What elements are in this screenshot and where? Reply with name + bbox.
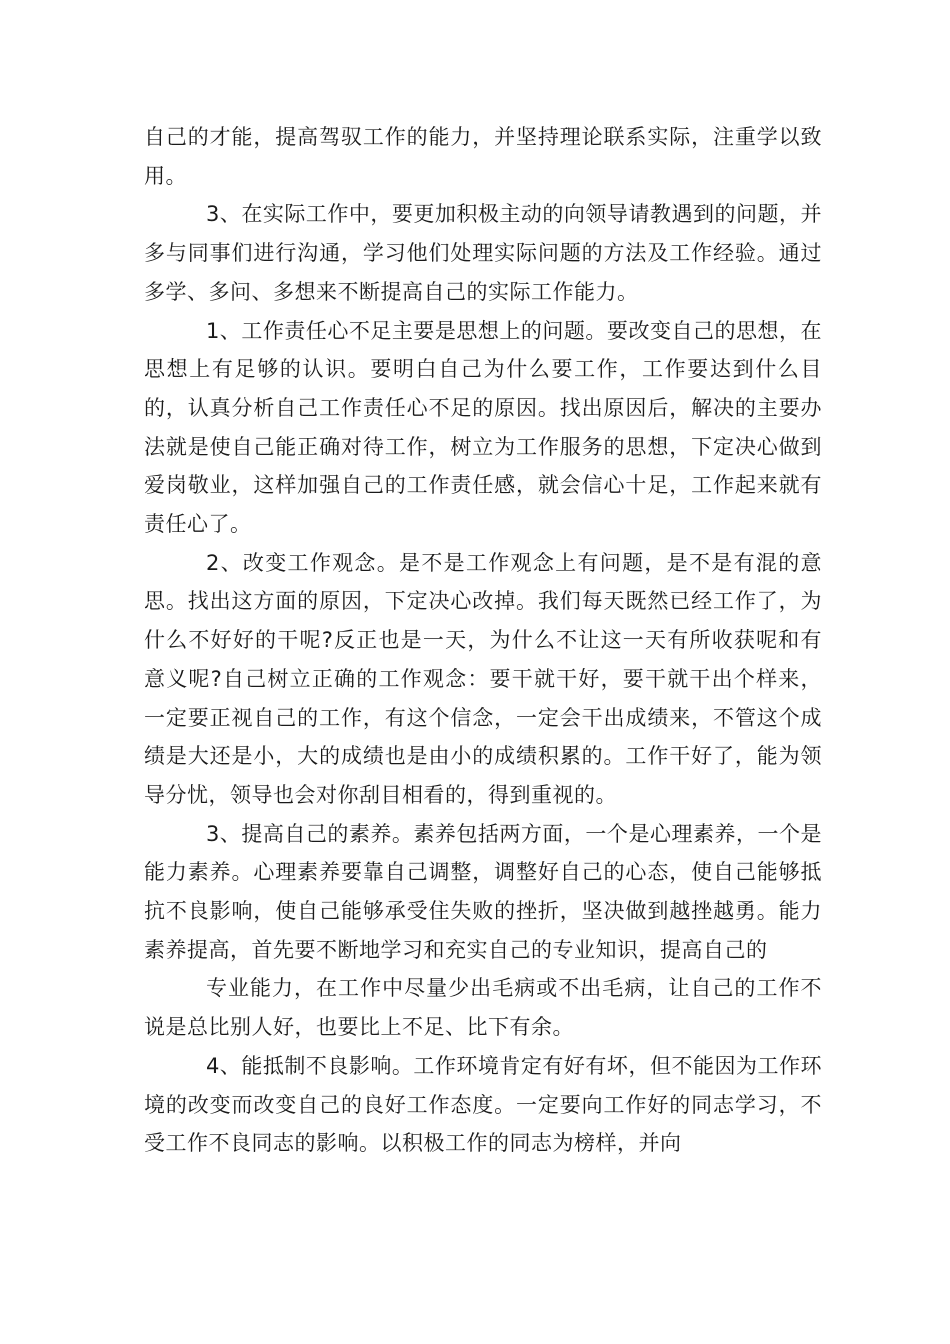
paragraph-1: 自己的才能，提高驾驭工作的能力，并坚持理论联系实际，注重学以致用。 [144,125,822,188]
paragraph-2: 3、在实际工作中，要更加积极主动的向领导请教遇到的问题，并多与同事们进行沟通，学习他们处理实际问题的方法及工作经验。通过多学、多问、多想来不断提高自己的实际工作能力。 [144,202,822,304]
paragraph-5: 3、提高自己的素养。素养包括两方面，一个是心理素养，一个是能力素养。心理素养要靠自己调整，调整好自己的心态，使自己能够抵抗不良影响，使自己能够承受住失败的挫折，坚决做到越挫越勇。能力素养提高，首先要不断地学习和充实自己的专业知识，提高自己的 [144,821,822,962]
document-page [144,118,822,1163]
paragraph-3: 1、工作责任心不足主要是思想上的问题。要改变自己的思想，在思想上有足够的认识。要明白自己为什么要工作，工作要达到什么目的，认真分析自己工作责任心不足的原因。找出原因后，解决的主要办法就是使自己能正确对待工作，树立为工作服务的思想，下定决心做到爱岗敬业，这样加强自己的工作责任感，就会信心十足，工作起来就有责任心了。 [144,318,822,537]
paragraph-4: 2、改变工作观念。是不是工作观念上有问题，是不是有混的意思。找出这方面的原因，下定决心改掉。我们每天既然已经工作了，为什么不好好的干呢?反正也是一天，为什么不让这一天有所收获呢和有意义呢?自己树立正确的工作观念：要干就干好，要干就干出个样来，一定要正视自己的工作，有这个信念，一定会干出成绩来，不管这个成绩是大还是小，大的成绩也是由小的成绩积累的。工作干好了，能为领导分忧，领导也会对你刮目相看的，得到重视的。 [144,550,822,807]
paragraph-7: 4、能抵制不良影响。工作环境肯定有好有坏，但不能因为工作环境的改变而改变自己的良好工作态度。一定要向工作好的同志学习，不受工作不良同志的影响。以积极工作的同志为榜样，并向 [144,1053,822,1156]
paragraph-6: 专业能力，在工作中尽量少出毛病或不出毛病，让自己的工作不说是总比别人好，也要比上不足、比下有余。 [144,976,822,1040]
